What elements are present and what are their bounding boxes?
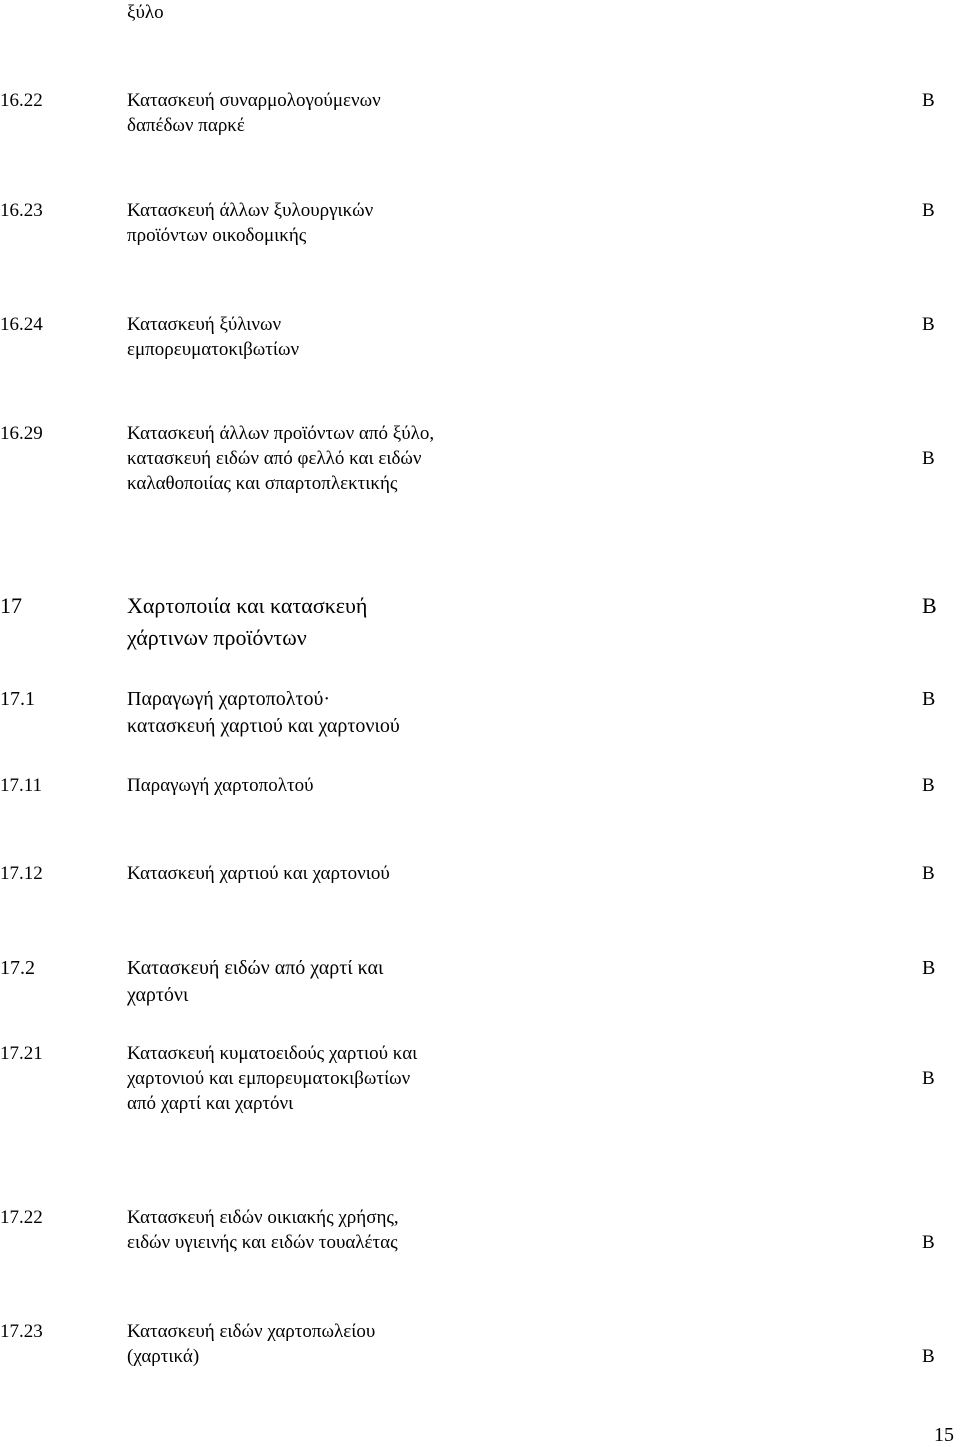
entry-code: 17.2 [0,957,35,979]
description-line: ειδών υγιεινής και ειδών τουαλέτας [127,1232,398,1253]
description-line: (χαρτικά) [127,1346,200,1367]
entry-code: 17.12 [0,863,43,884]
entry-code: 16.23 [0,200,43,221]
description-line: κατασκευή χαρτιού και χαρτονιού [127,715,400,737]
category-label: Β [922,957,936,979]
page-number: 15 [934,1424,954,1446]
description-line: Κατασκευή ειδών οικιακής χρήσης, [127,1207,399,1228]
description-line: Κατασκευή άλλων προϊόντων από ξύλο, [127,423,435,444]
category-label: Β [922,314,935,335]
description-line: Παραγωγή χαρτοπολτού [127,775,314,796]
category-label: Β [922,688,936,710]
category-label: Β [922,90,935,111]
description-line: Κατασκευή συναρμολογούμενων [127,90,381,111]
entry-code: 17.1 [0,688,35,710]
description-line: καλαθοποιίας και σπαρτοπλεκτικής [127,473,398,494]
category-label: Β [922,200,935,221]
description-line: ξύλο [127,2,164,23]
description-line: Κατασκευή άλλων ξυλουργικών [127,200,374,221]
category-label: Β [922,1068,935,1089]
description-line: Κατασκευή ειδών από χαρτί και [127,957,384,979]
entry-code: 17.23 [0,1321,43,1342]
description-line: δαπέδων παρκέ [127,115,245,136]
entry-code: 17.21 [0,1043,43,1064]
description-line: εμπορευματοκιβωτίων [127,339,300,360]
description-line: χαρτονιού και εμπορευματοκιβωτίων [127,1068,411,1089]
description-line: Κατασκευή χαρτιού και χαρτονιού [127,863,390,884]
entry-code: 17.11 [0,775,43,796]
description-line: Κατασκευή κυματοειδούς χαρτιού και [127,1043,418,1064]
description-line: Κατασκευή ξύλινων [127,314,282,335]
description-line: χάρτινων προϊόντων [127,625,307,650]
description-line: Παραγωγή χαρτοπολτού· [127,688,331,710]
entry-code: 17.22 [0,1207,43,1228]
entry-code: 16.22 [0,90,43,111]
entry-code: 16.29 [0,423,43,444]
description-line: Κατασκευή ειδών χαρτοπωλείου [127,1321,376,1342]
category-label: Β [922,593,937,618]
description-line: Χαρτοποιία και κατασκευή [127,593,368,618]
category-label: Β [922,863,935,884]
category-label: Β [922,448,935,469]
category-label: Β [922,775,935,796]
entry-code: 17 [0,593,22,618]
description-line: από χαρτί και χαρτόνι [127,1093,294,1114]
entry-code: 16.24 [0,314,43,335]
description-line: κατασκευή ειδών από φελλό και ειδών [127,448,422,469]
description-line: προϊόντων οικοδομικής [127,225,307,246]
category-label: Β [922,1346,935,1367]
description-line: χαρτόνι [127,984,189,1006]
category-label: Β [922,1232,935,1253]
